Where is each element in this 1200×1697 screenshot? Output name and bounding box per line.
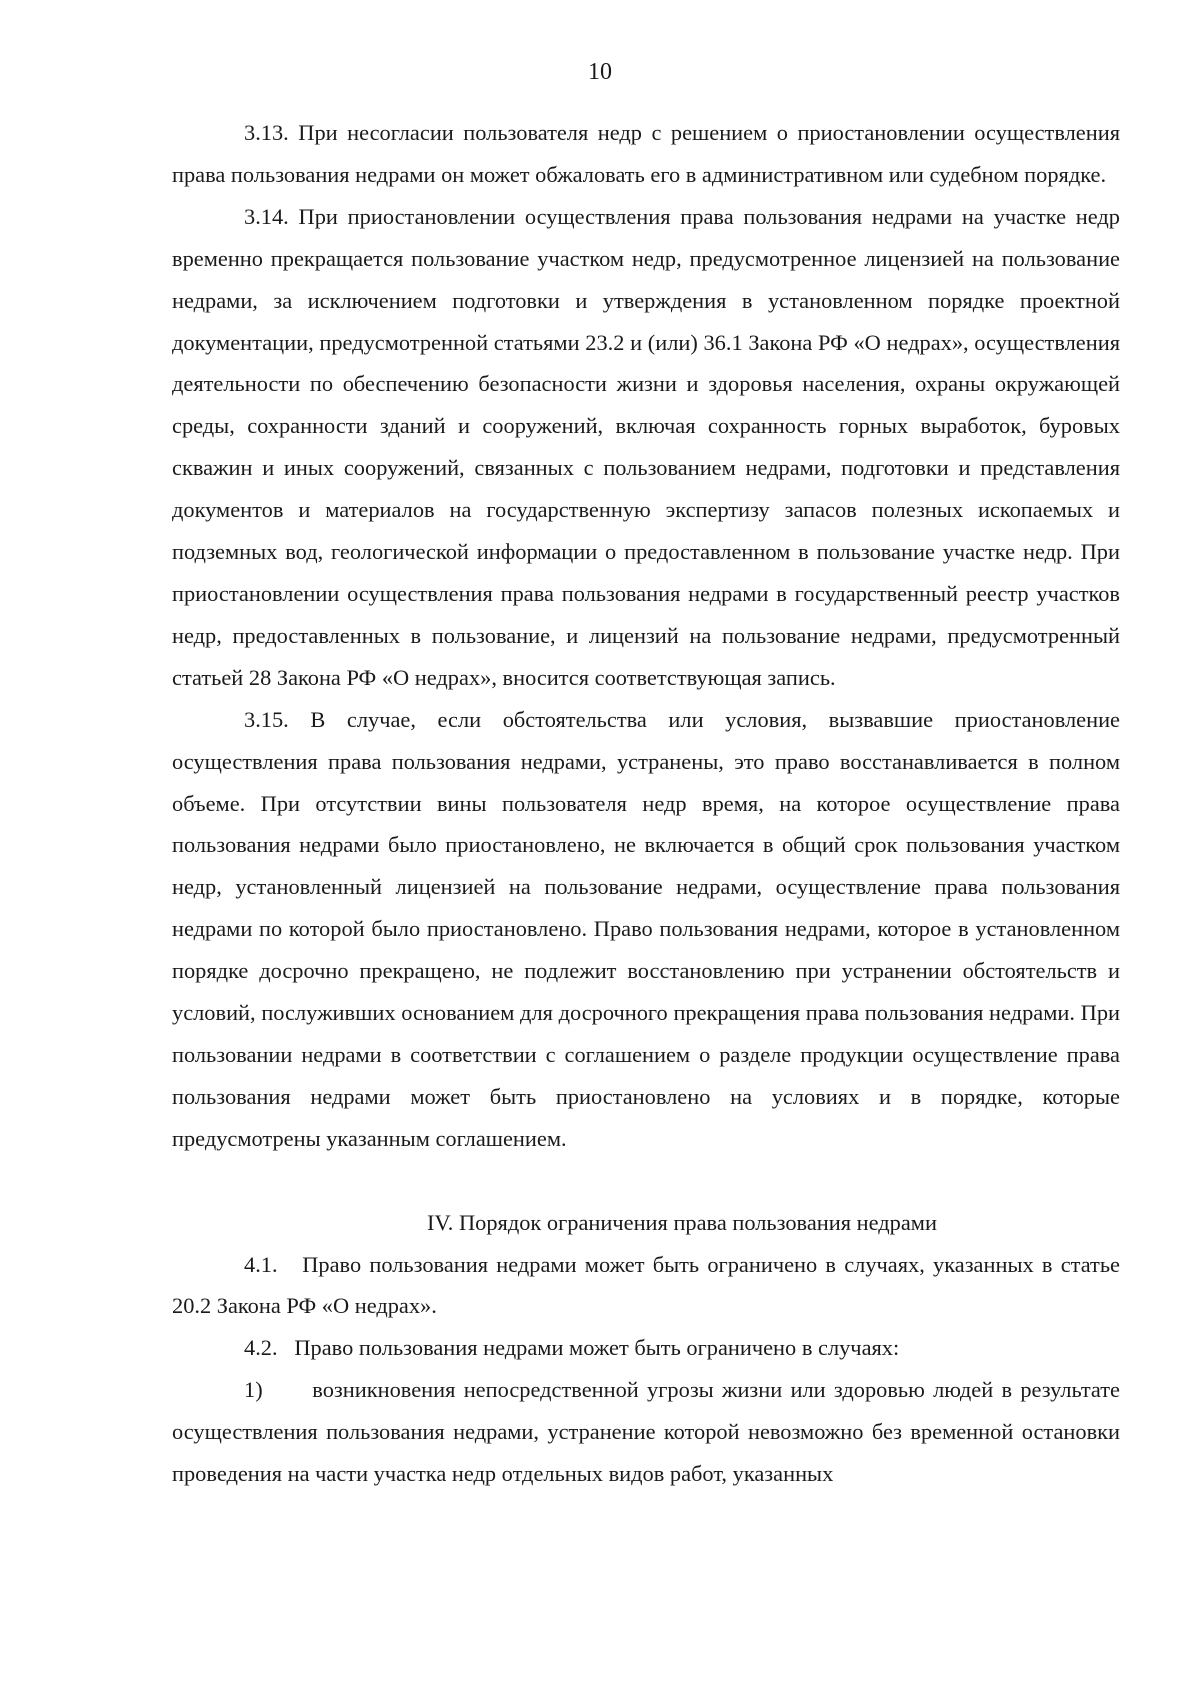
paragraph-4-1: 4.1. Право пользования недрами может быть ограничено в случаях, указанных в статье 20.2 Закона РФ «О недрах». <box>172 1251 1126 1319</box>
section-iv-heading: IV. Порядок ограничения права пользования недрами <box>427 1209 937 1235</box>
paragraph-3-14: 3.14. При приостановлении осуществления права пользования недрами на участке недр временно прекращается пользование участком недр, предусмотренное лицензией на пользование недрами, за исключением подготовки и утверждения в установленном порядке проектной документации, предусмотренной статьями 23.2 и (или) 36.1 Закона РФ «О недрах», осуществления деятельности по обеспечению безопасности жизни и здоровья населения, охраны окружающей среды, сохранности зданий и сооружений, включая сохранность горных выработок, буровых скважин и иных сооружений, связанных с пользованием недрами, подготовки и представления документов и материалов на государственную экспертизу запасов полезных ископаемых и подземных вод, геологической информации о предоставленном в пользование участке недр. При приостановлении осуществления права пользования недрами в государственный реестр участков недр, предоставленных в пользование, и лицензий на пользование недрами, предусмотренный статьей 28 Закона РФ «О недрах», вносится соответствующая запись. <box>172 203 1120 690</box>
document-body <box>172 112 1126 1495</box>
page-number: 10 <box>588 59 612 85</box>
paragraph-3-13: 3.13. При несогласии пользователя недр с решением о приостановлении осуществления права пользования недрами он может обжаловать его в административном или судебном порядке. <box>172 120 1120 187</box>
list-item-1: 1) возникновения непосредственной угрозы жизни или здоровью людей в результате осуществления пользования недрами, устранение которой невозможно без временной остановки проведения на части участка недр отдельных видов работ, указанных <box>172 1377 1126 1487</box>
paragraph-4-2: 4.2. Право пользования недрами может быть ограничено в случаях: <box>244 1335 900 1361</box>
paragraph-3-15: 3.15. В случае, если обстоятельства или условия, вызвавшие приостановление осуществления права пользования недрами, устранены, это право восстанавливается в полном объеме. При отсутствии вины пользователя недр время, на которое осуществление права пользования недрами было приостановлено, не включается в общий срок пользования участком недр, установленный лицензией на пользование недрами, осуществление права пользования недрами по которой было приостановлено. Право пользования недрами, которое в установленном порядке досрочно прекращено, не подлежит восстановлению при устранении обстоятельств и условий, послуживших основанием для досрочного прекращения права пользования недрами. При пользовании недрами в соответствии с соглашением о разделе продукции осуществление права пользования недрами может быть приостановлено на условиях и в порядке, которые предусмотрены указанным соглашением. <box>172 706 1120 1151</box>
